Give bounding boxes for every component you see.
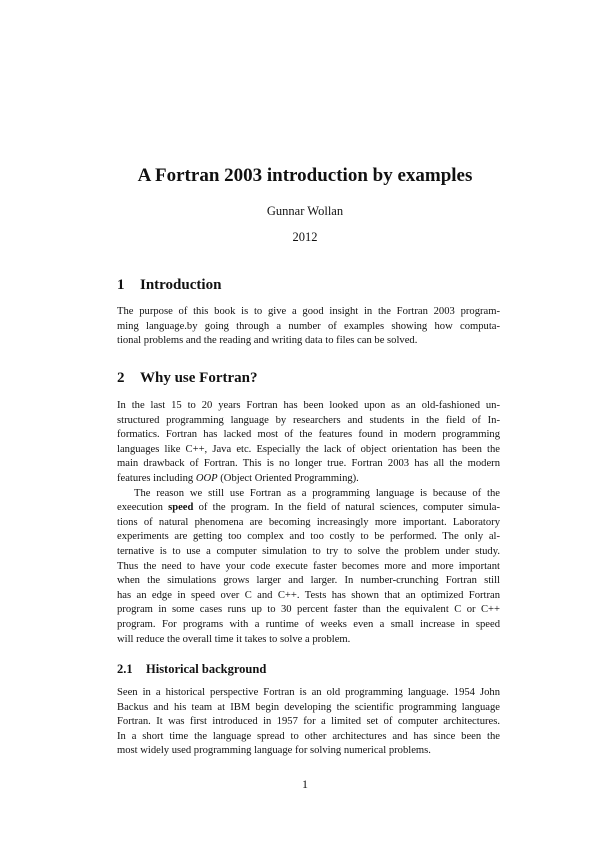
text-line: ternative is to use a computer simulation to try to solve the problem under study. [117,545,500,557]
why-fortran-paragraphs [117,399,500,647]
text-line: In the last 15 to 20 years Fortran has been looked upon as an old-fashioned un- [117,400,500,411]
text-run: features including [117,472,196,484]
publication-year: 2012 [292,230,318,244]
section-heading-introduction [117,277,221,294]
text-line: has an edge in speed over C and C++. Tests has shown that an optimized Fortran [117,589,500,601]
text-line: will reduce the overall time it takes to solve a problem. [117,633,351,645]
section-title: Introduction [140,277,222,293]
text-line: Seen in a historical perspective Fortran is an old programming language. 1954 John [117,687,500,698]
text-line: main drawback of Fortran. This is no longer true. Fortran 2003 has all the modern [117,458,500,470]
introduction-paragraph [117,305,500,349]
subsection-title: Historical background [146,662,267,676]
text-line: program. For programs with a runtime of weeks even a small increase in speed [117,618,500,630]
text-run: (Object Oriented Programming). [217,472,359,484]
text-run: of the program. In the field of natural sciences, computer simula- [193,502,501,514]
author-name: Gunnar Wollan [266,204,344,218]
section-heading-why-use-fortran [117,370,258,387]
text-line: experiments are getting too complex and too costly to be performed. The only al- [117,531,500,543]
text-line [117,472,500,487]
text-line: Backus and his team at IBM begin developing the scientific programming language [117,701,500,713]
text-line: Fortran. It was first introduced in 1957 for a limited set of computer architectures. [117,716,500,728]
text-line: Thus the need to have your code execute faster becomes more and more important [117,560,500,572]
document-title: A Fortran 2003 introduction by examples [137,165,473,186]
text-line: The purpose of this book is to give a good insight in the Fortran 2003 program- [117,306,500,317]
text-line: program in some cases runs up to 30 percent faster than the equivalent C or C++ [117,604,500,616]
text-run: exeecution [117,502,169,514]
text-line: tions of natural phenomena are becoming increasingly more important. Laboratory [117,516,500,528]
historical-background-paragraph [117,686,500,759]
text-line: when the simulations grows larger and larger. In number-crunching Fortran still [117,575,500,587]
subsection-number: 2.1 [117,662,133,676]
text-line: tional problems and the reading and writing data to files can be solved. [117,335,418,347]
text-line: structured programming language by researchers and students in the field of In- [117,414,500,426]
text-line: formatics. Fortran has lacked most of the features found in modern programming [117,429,500,441]
section-title: Why use Fortran? [140,370,258,386]
text-line: most widely used programming language for solving numerical problems. [117,745,431,757]
bold-speed: speed [168,502,194,514]
section-number: 2 [117,370,125,386]
text-line: The reason we still use Fortran as a programming language is because of the [134,487,500,499]
emphasis-oop: OOP [195,472,218,484]
text-line: languages like C++, Java etc. Especially the lack of object orientation has been the [117,443,500,455]
section-number: 1 [117,277,125,293]
subsection-heading-historical-background [117,662,266,677]
text-line: ming language.by going through a number of examples showing how computa- [117,320,500,332]
text-line [117,501,500,516]
page-number: 1 [302,777,308,791]
text-line: In a short time the language spread to other architectures and has since been the [117,730,500,742]
